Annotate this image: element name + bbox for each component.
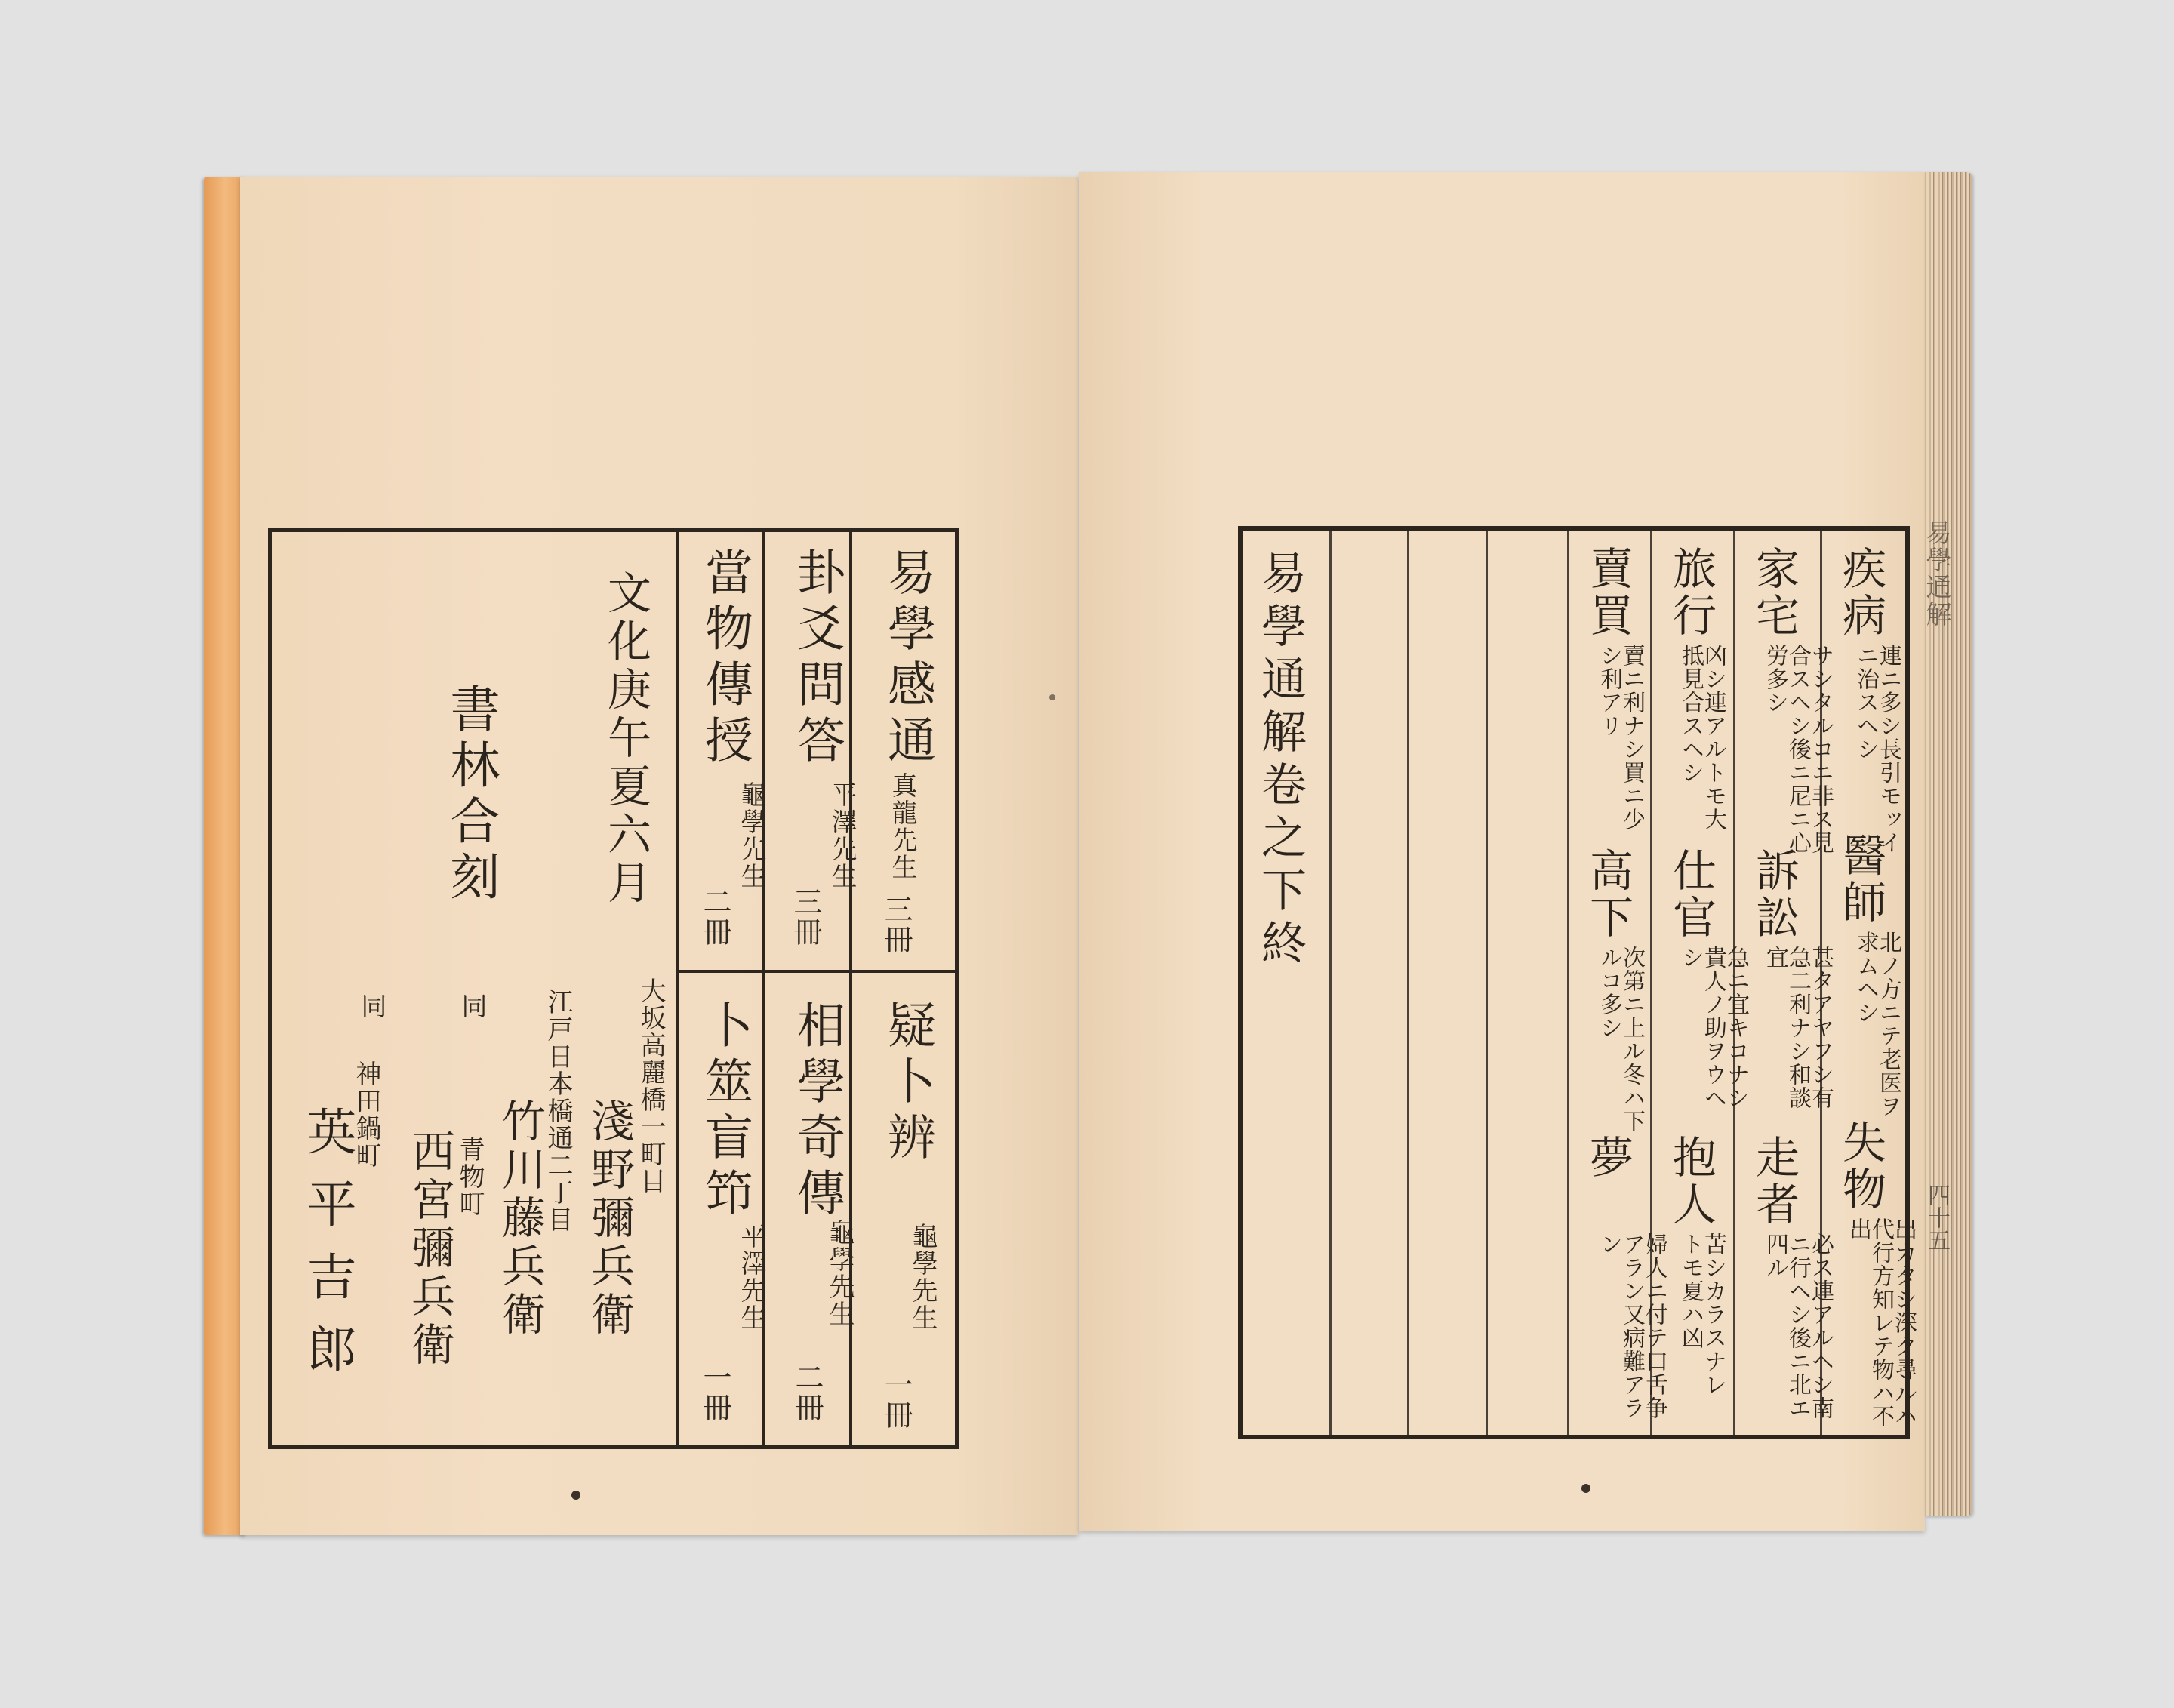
book-volumes: 二冊 [790, 1362, 824, 1423]
divination-term: 旅行 [1665, 546, 1717, 639]
divination-table [1238, 526, 1917, 1439]
binding-hole [571, 1491, 580, 1500]
divination-term: 疾病 [1835, 546, 1886, 639]
divination-note: 出カタシ深ク尋ルハ代行方知レテ物ハ不出 [1845, 1217, 1917, 1428]
publisher-heading: 書林合刻 [442, 683, 500, 906]
publisher-name: 竹川藤兵衛 [494, 1098, 546, 1340]
publisher-prefix: 同 [356, 992, 386, 1020]
divination-note: 急ニ宜キコナシ貴人ノ助ヲウヘシ [1677, 946, 1749, 1109]
folio-number: 四十五 [1923, 1183, 1950, 1251]
divination-term: 夢 [1582, 1134, 1634, 1181]
divination-note: 婦人ニ付テ口舌争アラン又病難アラン [1596, 1233, 1667, 1420]
book-title: 疑卜辨 [879, 1000, 935, 1168]
divination-term: 抱人 [1665, 1134, 1717, 1228]
book-volumes: 一冊 [879, 1370, 913, 1430]
divination-note: 賣ニ利ナシ買ニ少シ利アリ [1596, 644, 1645, 831]
divination-term: 走者 [1748, 1134, 1800, 1228]
divination-term: 失物 [1835, 1119, 1886, 1213]
book-author: 龜學先生 [736, 781, 766, 890]
book-author: 平澤先生 [827, 781, 857, 890]
divination-note: 次第ニ上ル冬ハ下ルコ多シ [1596, 946, 1645, 1133]
publisher-name: 西宮彌兵衛 [404, 1128, 455, 1370]
book-title: 卜筮盲笻 [697, 1000, 753, 1223]
divination-term: 高下 [1582, 848, 1634, 941]
divination-term: 賣買 [1582, 546, 1634, 639]
divination-note: 甚タアヤフシ有急二利ナシ和談宜 [1762, 946, 1834, 1109]
publisher-prefix: 同 [457, 992, 487, 1020]
divination-note: 連ニ多シ長引モッイニ治スヘシ [1852, 644, 1901, 854]
colophon-frame [268, 528, 959, 1449]
ink-spot [1049, 694, 1055, 700]
divination-note: 凶シ連アルトモ大抵見合スヘシ [1677, 644, 1726, 831]
book-author: 龜學先生 [907, 1223, 938, 1331]
book-volumes: 三冊 [789, 887, 822, 947]
book-author: 真龍先生 [887, 772, 917, 881]
divination-note: 必ス連アルヘシ南ニ行ヘシ後ニ北エ四ル [1762, 1233, 1834, 1420]
publisher-address: 神田鍋町 [351, 1060, 381, 1169]
binding-hole [1581, 1484, 1590, 1493]
page-stack-edge [1925, 172, 1972, 1516]
book-volumes: 三冊 [879, 894, 913, 955]
end-title: 易學通解卷之下終 [1254, 549, 1307, 972]
book-title: 易學感通 [879, 547, 935, 771]
divination-note: サシタルコニ非ス見合スヘシ後ニ尼ニ心労多シ [1762, 644, 1834, 854]
book-title: 卦爻問答 [789, 547, 845, 771]
divination-note: 北ノ方ニテ老医ヲ求ムヘシ [1852, 931, 1901, 1118]
divination-term: 家宅 [1748, 546, 1800, 639]
publisher-name: 英平吉郎 [298, 1106, 356, 1396]
publisher-address: 青物町 [454, 1136, 485, 1217]
publication-date: 文化庚午夏六月 [600, 570, 651, 908]
publisher-address: 大坂高麗橋一町目 [636, 977, 666, 1195]
book-title: 當物傳授 [697, 547, 753, 771]
book-author: 平澤先生 [736, 1223, 766, 1331]
book-title: 相學奇傳 [789, 1000, 845, 1223]
divination-term: 仕官 [1665, 848, 1717, 941]
divination-term: 醫師 [1835, 832, 1886, 926]
book-author: 龜學先生 [824, 1219, 855, 1328]
publisher-address: 江戸日本橋通二丁目 [543, 989, 573, 1233]
book-volumes: 二冊 [698, 887, 731, 947]
publisher-name: 淺野彌兵衛 [584, 1098, 635, 1340]
stack-label: 易學通解 [1921, 519, 1951, 628]
divination-term: 訴訟 [1748, 848, 1800, 941]
book-volumes: 一冊 [698, 1362, 731, 1423]
divination-note: 苦シカラスナレトモ夏ハ凶 [1677, 1233, 1726, 1396]
